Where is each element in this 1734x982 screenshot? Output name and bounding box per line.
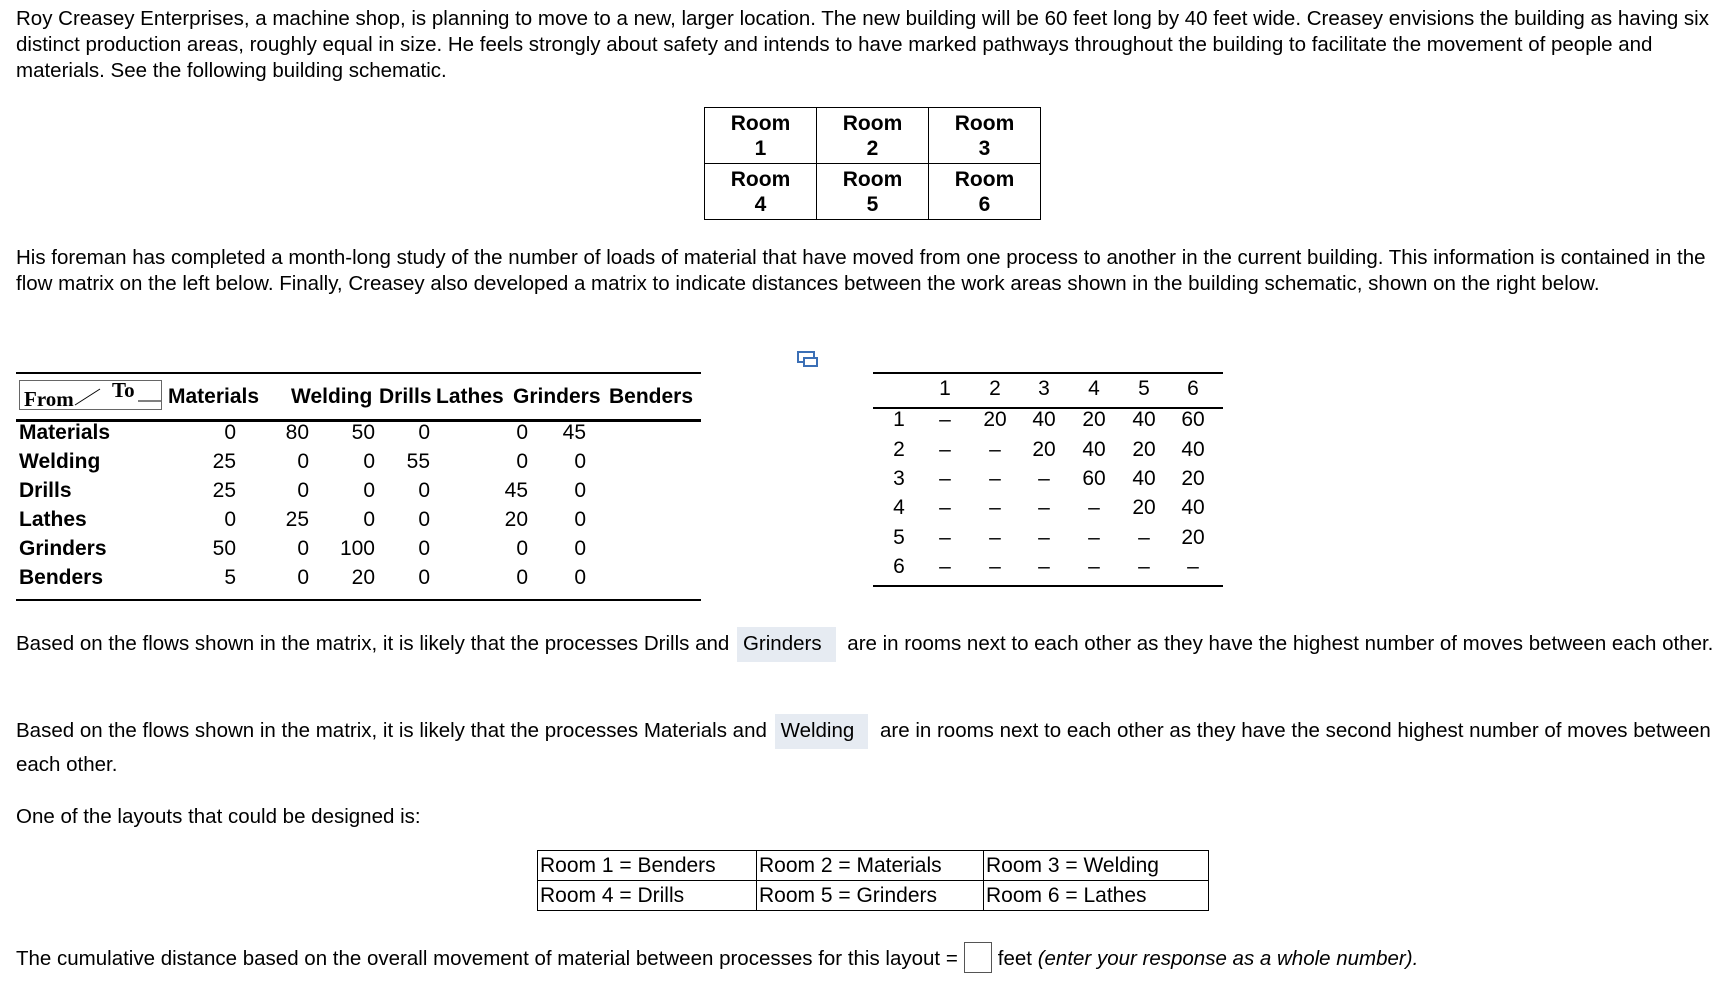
schematic-room-5: Room 5 bbox=[817, 164, 929, 220]
flow-cell: 25 bbox=[212, 479, 236, 502]
flow-cell: 0 bbox=[418, 566, 430, 589]
flow-cell: 50 bbox=[351, 421, 375, 444]
flow-cell: 0 bbox=[224, 508, 236, 531]
distance-matrix bbox=[873, 372, 1223, 592]
flow-cell: 50 bbox=[212, 537, 236, 560]
flow-cell: 0 bbox=[363, 479, 375, 502]
layout-room-1: Room 1 = Benders bbox=[538, 851, 757, 881]
flow-cell: 0 bbox=[418, 508, 430, 531]
dist-cell: – bbox=[939, 467, 951, 490]
layout-room-4: Room 4 = Drills bbox=[538, 881, 757, 911]
flow-cell: 0 bbox=[297, 450, 309, 473]
schematic-room-1: Room 1 bbox=[705, 108, 817, 164]
layout-intro: One of the layouts that could be designed is: bbox=[16, 805, 421, 828]
dist-cell: 40 bbox=[1181, 438, 1205, 461]
flow-col-drills: Drills bbox=[379, 385, 432, 408]
flow-cell: 0 bbox=[297, 566, 309, 589]
flow-cell: 20 bbox=[351, 566, 375, 589]
dist-cell: – bbox=[989, 467, 1001, 490]
dist-cell: – bbox=[1038, 555, 1050, 578]
dist-cell: – bbox=[1038, 467, 1050, 490]
distance-answer-input[interactable] bbox=[964, 942, 992, 973]
dist-row-label: 6 bbox=[893, 555, 905, 578]
dist-cell: – bbox=[1138, 526, 1150, 549]
layout-room-6: Room 6 = Lathes bbox=[984, 881, 1209, 911]
dist-cell: – bbox=[1038, 526, 1050, 549]
flow-cell: 0 bbox=[516, 566, 528, 589]
flow-row-label: Drills bbox=[19, 479, 72, 502]
dist-col-header: 2 bbox=[989, 377, 1001, 400]
dist-cell: 20 bbox=[1181, 526, 1205, 549]
layout-room-3: Room 3 = Welding bbox=[984, 851, 1209, 881]
dist-cell: – bbox=[1038, 496, 1050, 519]
flow-cell: 55 bbox=[406, 450, 430, 473]
dist-top-rule bbox=[873, 372, 1223, 374]
flow-row-label: Welding bbox=[19, 450, 101, 473]
flow-cell: 0 bbox=[224, 421, 236, 444]
dist-col-header: 3 bbox=[1038, 377, 1050, 400]
layout-table bbox=[537, 850, 1209, 911]
flow-cell: 0 bbox=[363, 508, 375, 531]
flow-cell: 20 bbox=[504, 508, 528, 531]
dist-cell: – bbox=[939, 526, 951, 549]
dist-cell: – bbox=[989, 438, 1001, 461]
dist-cell: – bbox=[989, 555, 1001, 578]
dist-cell: – bbox=[939, 438, 951, 461]
dist-cell: – bbox=[939, 555, 951, 578]
schematic-room-3: Room 3 bbox=[929, 108, 1041, 164]
flow-cell: 0 bbox=[418, 479, 430, 502]
dist-row-label: 4 bbox=[893, 496, 905, 519]
from-to-header bbox=[19, 380, 162, 410]
q1-answer-field[interactable]: Grinders bbox=[737, 627, 836, 662]
from-label: From bbox=[24, 387, 74, 411]
flow-cell: 0 bbox=[363, 450, 375, 473]
flow-bottom-rule bbox=[16, 599, 701, 601]
q1-text-before: Based on the flows shown in the matrix, it is likely that the processes Drills and bbox=[16, 632, 730, 655]
dist-cell: 40 bbox=[1181, 496, 1205, 519]
dist-col-header: 4 bbox=[1088, 377, 1100, 400]
flow-cell: 0 bbox=[574, 479, 586, 502]
copy-table-icon[interactable] bbox=[797, 351, 819, 368]
q2-text-after: are in rooms next to each other as they have the second highest number of moves between each other. bbox=[16, 719, 1711, 776]
q2-answer-field[interactable]: Welding bbox=[775, 714, 869, 749]
dist-row-label: 2 bbox=[893, 438, 905, 461]
flow-row-label: Lathes bbox=[19, 508, 87, 531]
dist-cell: – bbox=[989, 526, 1001, 549]
q3-unit: feet bbox=[997, 947, 1032, 970]
dist-cell: 40 bbox=[1132, 467, 1156, 490]
q3-text-before: The cumulative distance based on the overall movement of material between processes for this layout = bbox=[16, 947, 958, 970]
flow-cell: 0 bbox=[297, 479, 309, 502]
flow-cell: 0 bbox=[574, 566, 586, 589]
dist-cell: – bbox=[1138, 555, 1150, 578]
schematic-room-2: Room 2 bbox=[817, 108, 929, 164]
flow-col-welding: Welding bbox=[291, 385, 373, 408]
study-paragraph: His foreman has completed a month-long study of the number of loads of material that have moved from one process to another in the current building. This information is contained in the flow matrix on the left below. Finally, Creasey also developed a matrix to indicate distances between the work areas shown in the building schematic, shown on the right below. bbox=[16, 246, 1706, 295]
dist-row-label: 1 bbox=[893, 408, 905, 431]
dist-cell: – bbox=[1088, 496, 1100, 519]
dist-cell: 20 bbox=[1132, 496, 1156, 519]
flow-cell: 45 bbox=[562, 421, 586, 444]
dist-cell: – bbox=[1088, 555, 1100, 578]
dist-cell: – bbox=[1088, 526, 1100, 549]
q1-text-after: are in rooms next to each other as they have the highest number of moves between each other. bbox=[847, 632, 1714, 655]
dist-cell: 20 bbox=[1132, 438, 1156, 461]
dist-col-header: 5 bbox=[1138, 377, 1150, 400]
flow-cell: 25 bbox=[285, 508, 309, 531]
flow-cell: 25 bbox=[212, 450, 236, 473]
dist-cell: 60 bbox=[1082, 467, 1106, 490]
flow-row-label: Materials bbox=[19, 421, 111, 444]
dist-row-label: 5 bbox=[893, 526, 905, 549]
flow-cell: 0 bbox=[574, 508, 586, 531]
schematic-room-4: Room 4 bbox=[705, 164, 817, 220]
dist-cell: – bbox=[939, 408, 951, 431]
q2-text-before: Based on the flows shown in the matrix, it is likely that the processes Materials and bbox=[16, 719, 767, 742]
dist-col-header: 1 bbox=[939, 377, 951, 400]
flow-cell: 0 bbox=[418, 537, 430, 560]
dist-cell: 20 bbox=[1181, 467, 1205, 490]
flow-col-benders: Benders bbox=[609, 385, 694, 408]
dist-cell: – bbox=[939, 496, 951, 519]
dist-cell: 40 bbox=[1082, 438, 1106, 461]
dist-cell: – bbox=[989, 496, 1001, 519]
question-2 bbox=[16, 714, 1721, 782]
flow-cell: 0 bbox=[297, 537, 309, 560]
layout-room-2: Room 2 = Materials bbox=[757, 851, 984, 881]
dist-cell: 60 bbox=[1181, 408, 1205, 431]
flow-cell: 5 bbox=[224, 566, 236, 589]
flow-col-materials: Materials bbox=[168, 385, 260, 408]
dist-cell: 20 bbox=[983, 408, 1007, 431]
flow-cell: 0 bbox=[418, 421, 430, 444]
dist-cell: 20 bbox=[1032, 438, 1056, 461]
dist-cell: – bbox=[1187, 555, 1199, 578]
intro-paragraph: Roy Creasey Enterprises, a machine shop, is planning to move to a new, larger location. The new building will be 60 feet long by 40 feet wide. Creasey envisions the building as having six distinct production areas, roughly equal in size. He feels strongly about safety and intends to have marked pathways throughout the building to facilitate the movement of people and materials. See the following building schematic. bbox=[16, 7, 1709, 82]
building-schematic bbox=[704, 107, 1041, 220]
layout-room-5: Room 5 = Grinders bbox=[757, 881, 984, 911]
flow-cell: 0 bbox=[574, 450, 586, 473]
flow-cell: 0 bbox=[574, 537, 586, 560]
flow-row-label: Grinders bbox=[19, 537, 107, 560]
flow-row-label: Benders bbox=[19, 566, 104, 589]
question-1 bbox=[16, 627, 1721, 661]
question-3 bbox=[16, 942, 1418, 973]
flow-cell: 0 bbox=[516, 537, 528, 560]
dist-col-header: 6 bbox=[1187, 377, 1199, 400]
dist-bottom-rule bbox=[873, 585, 1223, 587]
flow-cell: 100 bbox=[339, 537, 375, 560]
flow-col-lathes: Lathes bbox=[436, 385, 504, 408]
flow-cell: 80 bbox=[285, 421, 309, 444]
dist-cell: 40 bbox=[1032, 408, 1056, 431]
to-label: To bbox=[112, 378, 135, 402]
schematic-room-6: Room 6 bbox=[929, 164, 1041, 220]
q3-hint: (enter your response as a whole number). bbox=[1037, 947, 1419, 970]
dist-cell: 20 bbox=[1082, 408, 1106, 431]
flow-matrix bbox=[16, 372, 701, 602]
flow-col-grinders: Grinders bbox=[513, 385, 601, 408]
dist-row-label: 3 bbox=[893, 467, 905, 490]
dist-cell: 40 bbox=[1132, 408, 1156, 431]
flow-cell: 0 bbox=[516, 421, 528, 444]
flow-cell: 0 bbox=[516, 450, 528, 473]
flow-cell: 45 bbox=[504, 479, 528, 502]
flow-top-rule bbox=[16, 372, 701, 374]
